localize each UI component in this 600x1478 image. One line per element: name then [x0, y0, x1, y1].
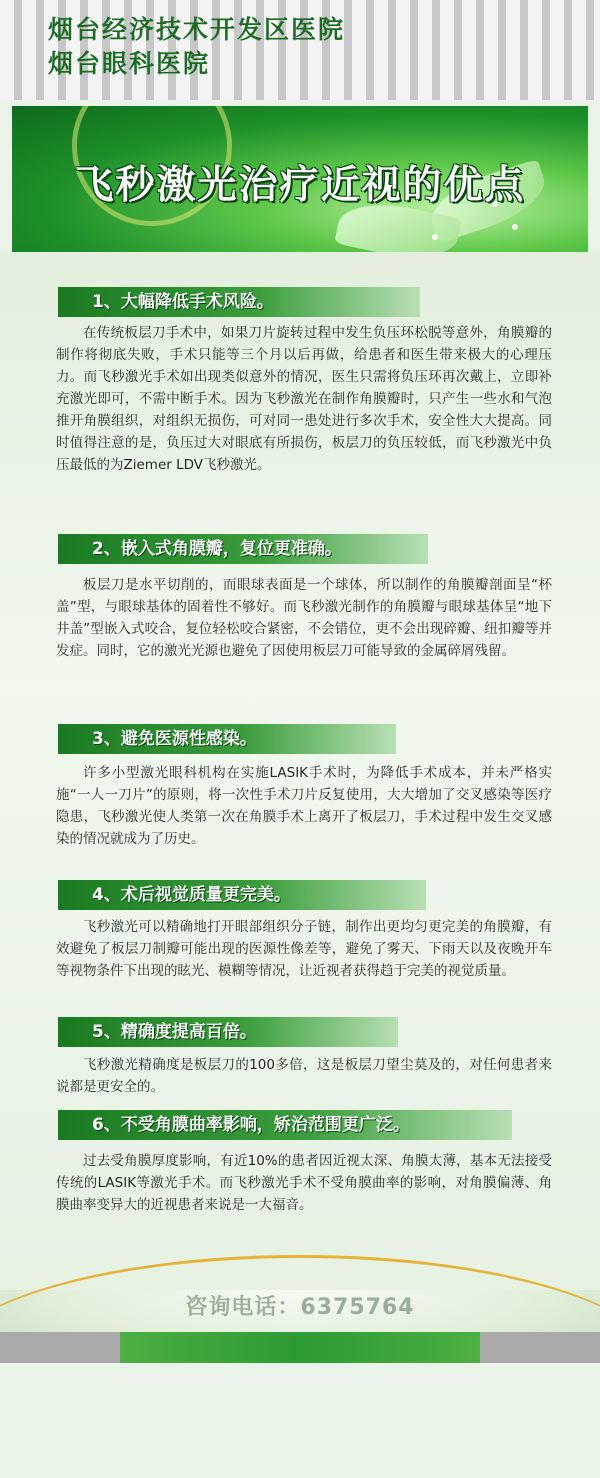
- section-body-6: 过去受角膜厚度影响，有近10%的患者因近视太深、角膜太薄，基本无法接受传统的LASIK等激光手术。而飞秒激光手术不受角膜曲率的影响，对角膜偏薄、角膜曲率变异大的近视患者来说是一大福音。: [56, 1153, 552, 1213]
- section-heading-3: 3、避免医源性感染。: [58, 724, 396, 754]
- section-body-1: 在传统板层刀手术中，如果刀片旋转过程中发生负压环松脱等意外，角膜瓣的制作将彻底失败，手术只能等三个月以后再做，给患者和医生带来极大的心理压力。而飞秒激光手术如出现类似意外的情况，医生只需将负压环再次戴上，立即补充激光即可，不需中断手术。因为飞秒激光在制作角膜瓣时，只产生一些水和气泡推开角膜组织，对组织无损伤，可对同一患处进行多次手术，安全性大大提高。同时值得注意的是，负压过大对眼底有所损伤，板层刀的负压较低，而飞秒激光中负压最低的为Ziemer LDV飞秒激光。: [56, 325, 552, 473]
- hospital-name-line1: 烟台经济技术开发区医院: [48, 15, 346, 44]
- section-heading-2: 2、嵌入式角膜瓣，复位更准确。: [58, 534, 428, 564]
- section-heading-1: 1、大幅降低手术风险。: [58, 287, 420, 317]
- page-title: 飞秒激光治疗近视的优点: [74, 163, 526, 208]
- hospital-name-line2: 烟台眼科医院: [48, 49, 211, 78]
- water-drop-icon: [512, 224, 518, 230]
- consult-phone: 咨询电话：6375764: [185, 1295, 415, 1320]
- section-heading-6: 6、不受角膜曲率影响，矫治范围更广泛。: [58, 1110, 512, 1140]
- decorative-arc: [0, 1255, 600, 1478]
- water-drop-icon: [432, 234, 438, 240]
- section-body-2: 板层刀是水平切削的，而眼球表面是一个球体，所以制作的角膜瓣剖面呈“杯盖”型，与眼球基体的固着性不够好。而飞秒激光制作的角膜瓣与眼球基体呈“地下井盖”型嵌入式咬合，复位轻松咬合紧密，不会错位，更不会出现碎瓣、纽扣瓣等并发症。同时，它的激光光源也避免了因使用板层刀可能导致的金属碎屑残留。: [56, 577, 552, 659]
- section-body-4: 飞秒激光可以精确地打开眼部组织分子链，制作出更均匀更完美的角膜瓣，有效避免了板层刀制瓣可能出现的医源性像差等，避免了雾天、下雨天以及夜晚开车等视物条件下出现的眩光、模糊等情况，让近视者获得趋于完美的视觉质量。: [56, 919, 552, 979]
- section-body-3: 许多小型激光眼科机构在实施LASIK手术时，为降低手术成本，并未严格实施“一人一刀片”的原则，将一次性手术刀片反复使用，大大增加了交叉感染等医疗隐患，飞秒激光使人类第一次在角膜手术上离开了板层刀，手术过程中发生交叉感染的情况就成为了历史。: [56, 765, 552, 847]
- footer-strip: [0, 1332, 600, 1363]
- section-heading-4: 4、术后视觉质量更完美。: [58, 880, 426, 910]
- title-banner: [12, 106, 588, 252]
- section-heading-5: 5、精确度提高百倍。: [58, 1017, 398, 1047]
- section-body-5: 飞秒激光精确度是板层刀的100多倍，这是板层刀望尘莫及的，对任何患者来说都是更安全的。: [56, 1057, 552, 1095]
